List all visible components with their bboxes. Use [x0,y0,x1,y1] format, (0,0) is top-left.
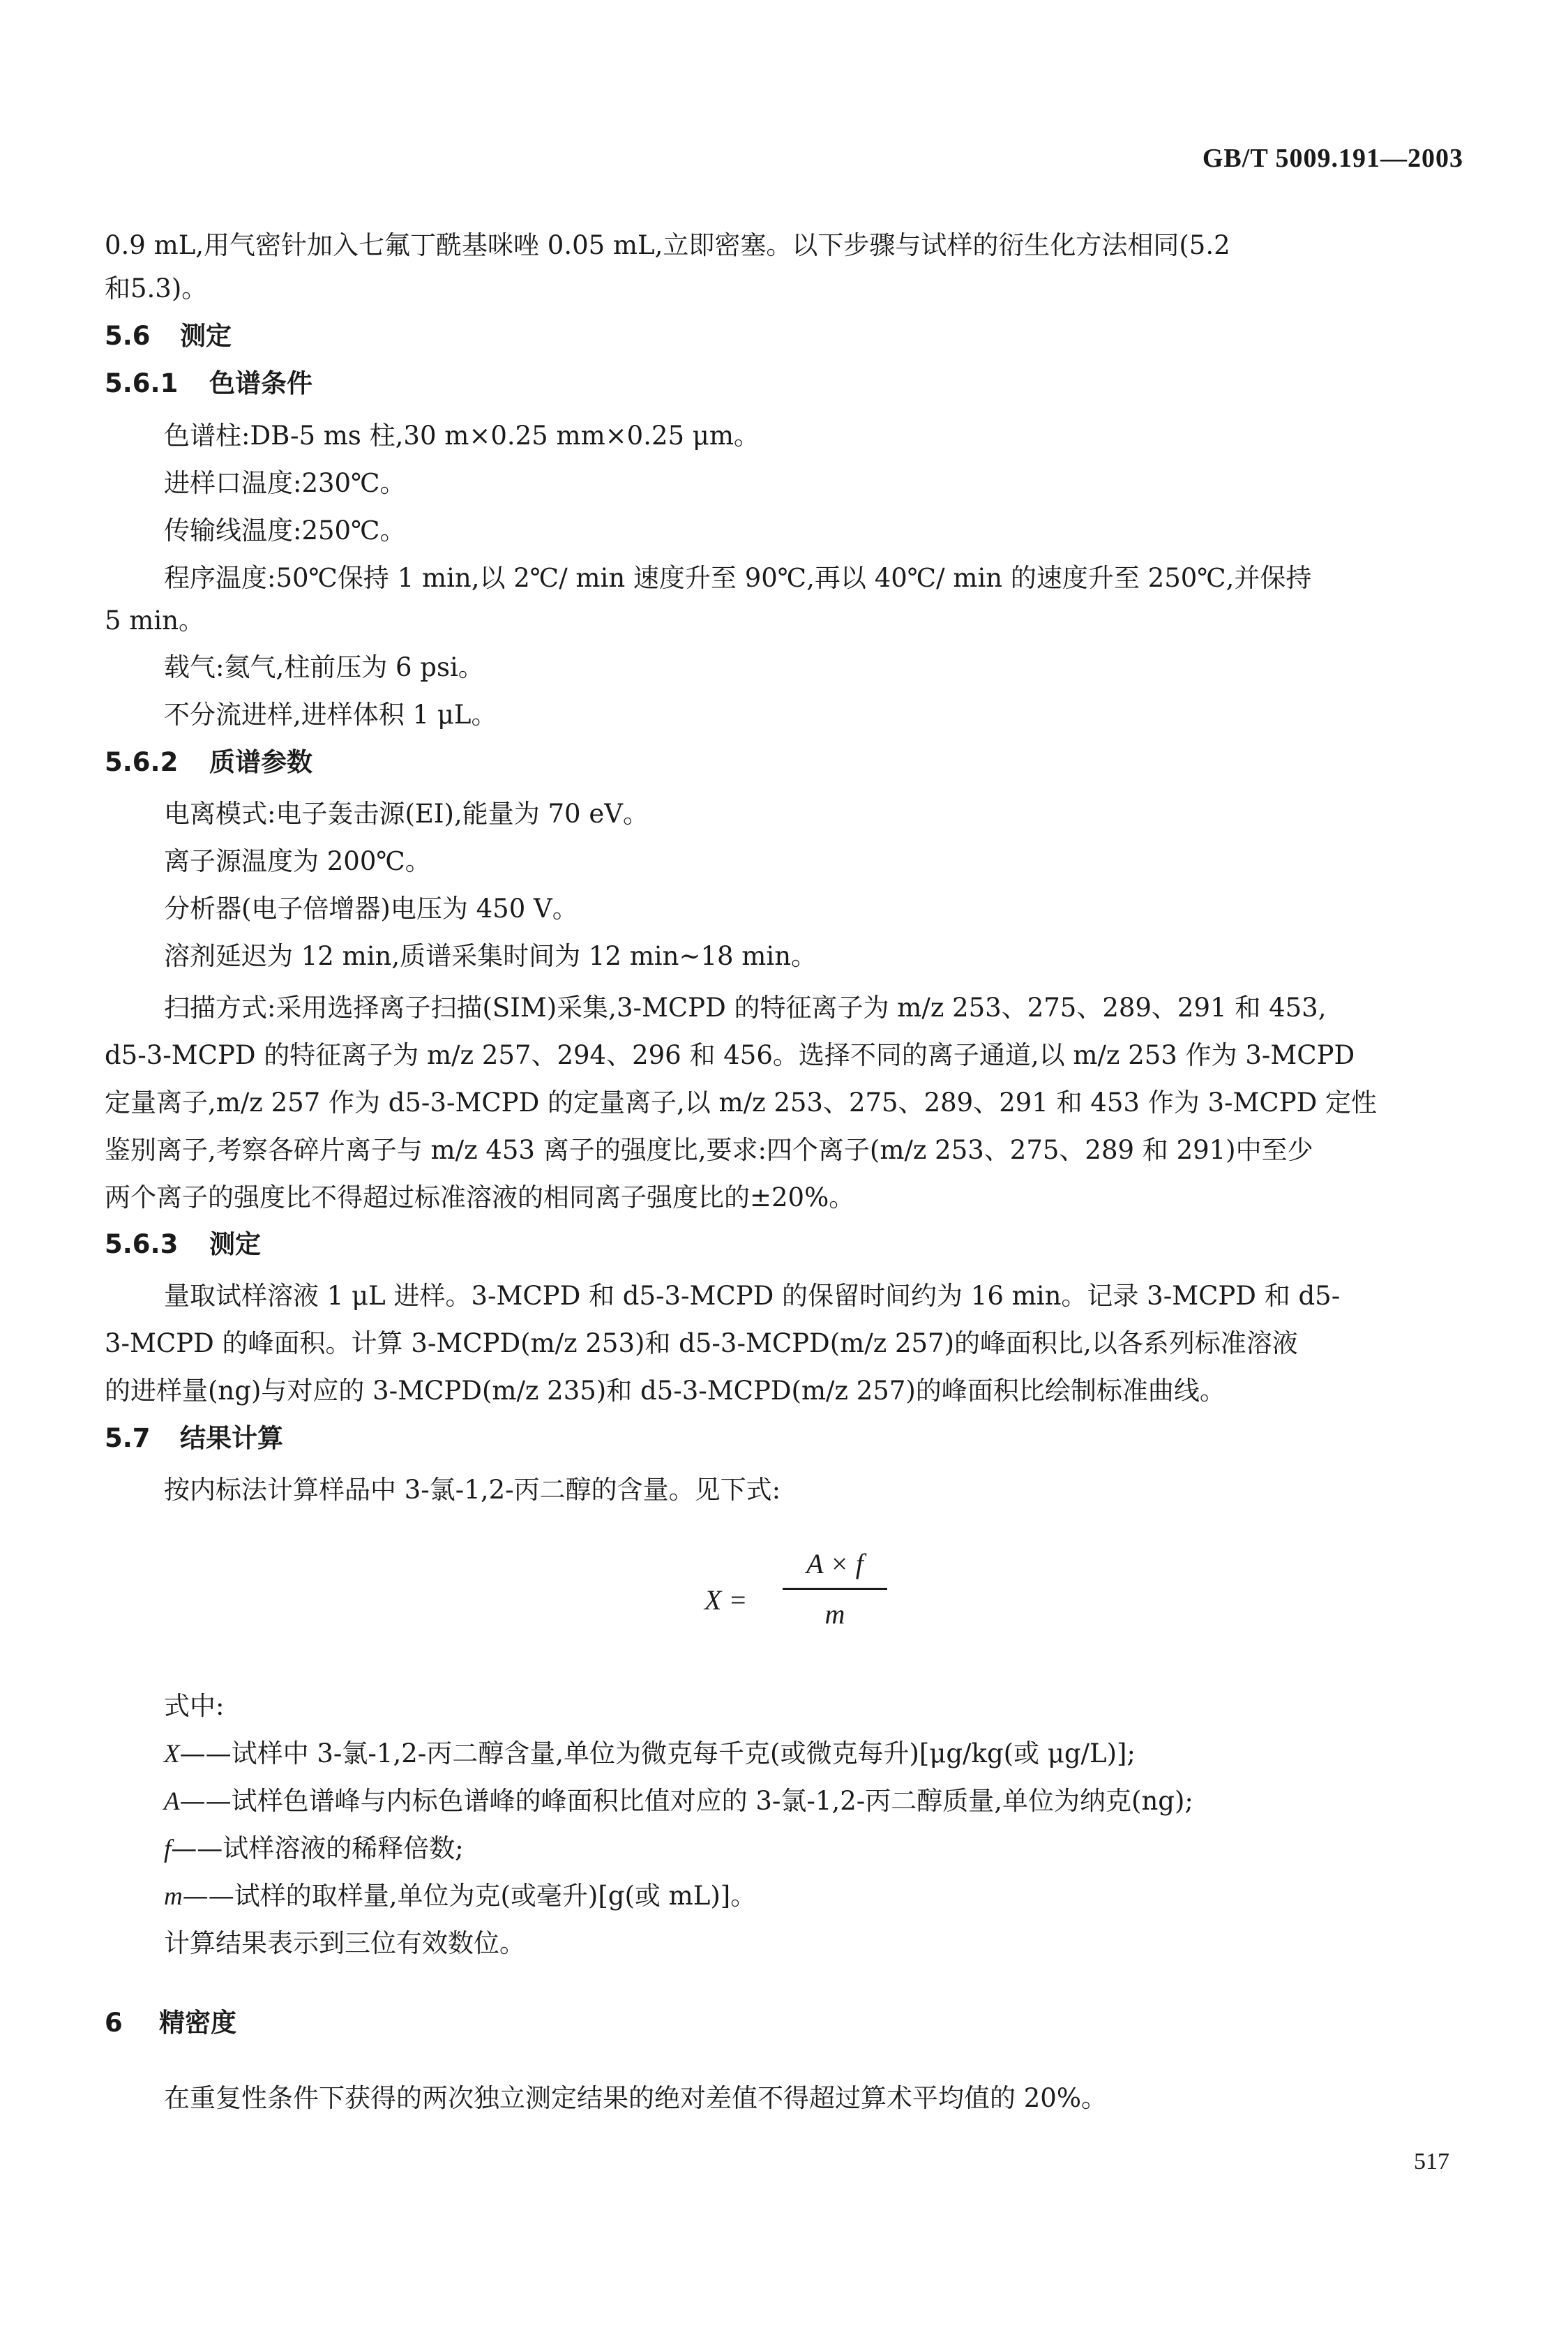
variable-desc: ——试样中 3-氯-1,2-丙二醇含量,单位为微克每千克(或微克每升)[μg/kg(或 μg/L)]; [179,1738,1136,1768]
body-line: 和5.3)。 [105,273,208,303]
body-line: 量取试样溶液 1 μL 进样。3-MCPD 和 d5-3-MCPD 的保留时间约为 16 min。记录 3-MCPD 和 d5- [164,1281,1341,1311]
variable-definition [164,1738,1136,1770]
param-line: 离子源温度为 200℃。 [164,846,431,876]
standard-number: GB/T 5009.191—2003 [1202,144,1463,173]
param-line: 载气:氦气,柱前压为 6 psi。 [164,652,484,682]
formula [704,1547,886,1645]
section-number: 5.6 [105,321,151,351]
param-line: 定量离子,m/z 257 作为 d5-3-MCPD 的定量离子,以 m/z 253、275、289、291 和 453 作为 3-MCPD 定性 [105,1088,1378,1118]
section-title: 测定 [209,1229,261,1259]
param-line: 两个离子的强度比不得超过标准溶液的相同离子强度比的±20%。 [105,1182,855,1212]
variable-symbol: m [164,1882,183,1911]
formula-denominator: m [824,1598,845,1630]
variable-desc: ——试样色谱峰与内标色谱峰的峰面积比值对应的 3-氯-1,2-丙二醇质量,单位为纳克(ng); [179,1786,1193,1816]
body-line: 3-MCPD 的峰面积。计算 3-MCPD(m/z 253)和 d5-3-MCPD(m/z 257)的峰面积比,以各系列标准溶液 [105,1328,1298,1358]
subsection-heading [105,747,312,778]
variable-desc: ——试样溶液的稀释倍数; [171,1833,464,1863]
section-title: 精密度 [159,2008,236,2038]
section-number: 5.6.3 [105,1229,179,1259]
param-line: 电离模式:电子轰击源(EI),能量为 70 eV。 [164,799,649,829]
variable-definition [164,1786,1193,1817]
variable-symbol: A [164,1787,180,1816]
param-line: 溶剂延迟为 12 min,质谱采集时间为 12 min~18 min。 [164,941,817,971]
param-line: 不分流进样,进样体积 1 μL。 [164,700,497,730]
body-line: 按内标法计算样品中 3-氯-1,2-丙二醇的含量。见下式: [164,1475,781,1505]
subsection-heading [105,1229,261,1260]
section-number: 5.6.1 [105,368,179,398]
param-line: 5 min。 [105,606,205,636]
body-line: 的进样量(ng)与对应的 3-MCPD(m/z 235)和 d5-3-MCPD(m/z 257)的峰面积比绘制标准曲线。 [105,1376,1226,1406]
body-line: 在重复性条件下获得的两次独立测定结果的绝对差值不得超过算术平均值的 20%。 [164,2083,1107,2113]
section-title: 色谱条件 [209,368,312,398]
formula-numerator: A × f [806,1548,864,1579]
param-line: d5-3-MCPD 的特征离子为 m/z 257、294、296 和 456。选择不同的离子通道,以 m/z 253 作为 3-MCPD [105,1040,1355,1070]
param-line: 分析器(电子倍增器)电压为 450 V。 [164,894,578,924]
variable-desc: ——试样的取样量,单位为克(或毫升)[g(或 mL)]。 [182,1881,757,1911]
variable-symbol: X [164,1740,180,1768]
param-line: 鉴别离子,考察各碎片离子与 m/z 453 离子的强度比,要求:四个离子(m/z 253、275、289 和 291)中至少 [105,1135,1313,1165]
param-line: 程序温度:50℃保持 1 min,以 2℃/ min 速度升至 90℃,再以 40℃/ min 的速度升至 250℃,并保持 [164,563,1312,593]
section-number: 5.6.2 [105,747,179,777]
section-number: 5.7 [105,1423,151,1453]
where-label: 式中: [164,1691,225,1721]
variable-symbol: f [164,1835,172,1863]
body-line: 计算结果表示到三位有效数位。 [164,1928,525,1958]
subsection-heading [105,368,312,399]
param-line: 进样口温度:230℃。 [164,468,406,498]
section-heading [105,2008,236,2038]
page-number: 517 [1414,2149,1449,2174]
body-line: 0.9 mL,用气密针加入七氟丁酰基咪唑 0.05 mL,立即密塞。以下步骤与试样的衍生化方法相同(5.2 [105,230,1230,260]
param-line: 扫描方式:采用选择离子扫描(SIM)采集,3-MCPD 的特征离子为 m/z 253、275、289、291 和 453, [164,993,1327,1023]
section-title: 测定 [180,321,232,351]
section-heading [105,1423,283,1454]
fraction-bar [783,1588,887,1590]
variable-definition [164,1881,756,1912]
variable-definition [164,1833,464,1865]
param-line: 色谱柱:DB-5 ms 柱,30 m×0.25 mm×0.25 μm。 [164,421,760,451]
section-title: 质谱参数 [209,747,312,777]
section-heading [105,321,232,352]
formula-lhs: X = [704,1584,748,1616]
section-number: 6 [105,2008,123,2038]
param-line: 传输线温度:250℃。 [164,516,406,546]
section-title: 结果计算 [180,1423,283,1453]
